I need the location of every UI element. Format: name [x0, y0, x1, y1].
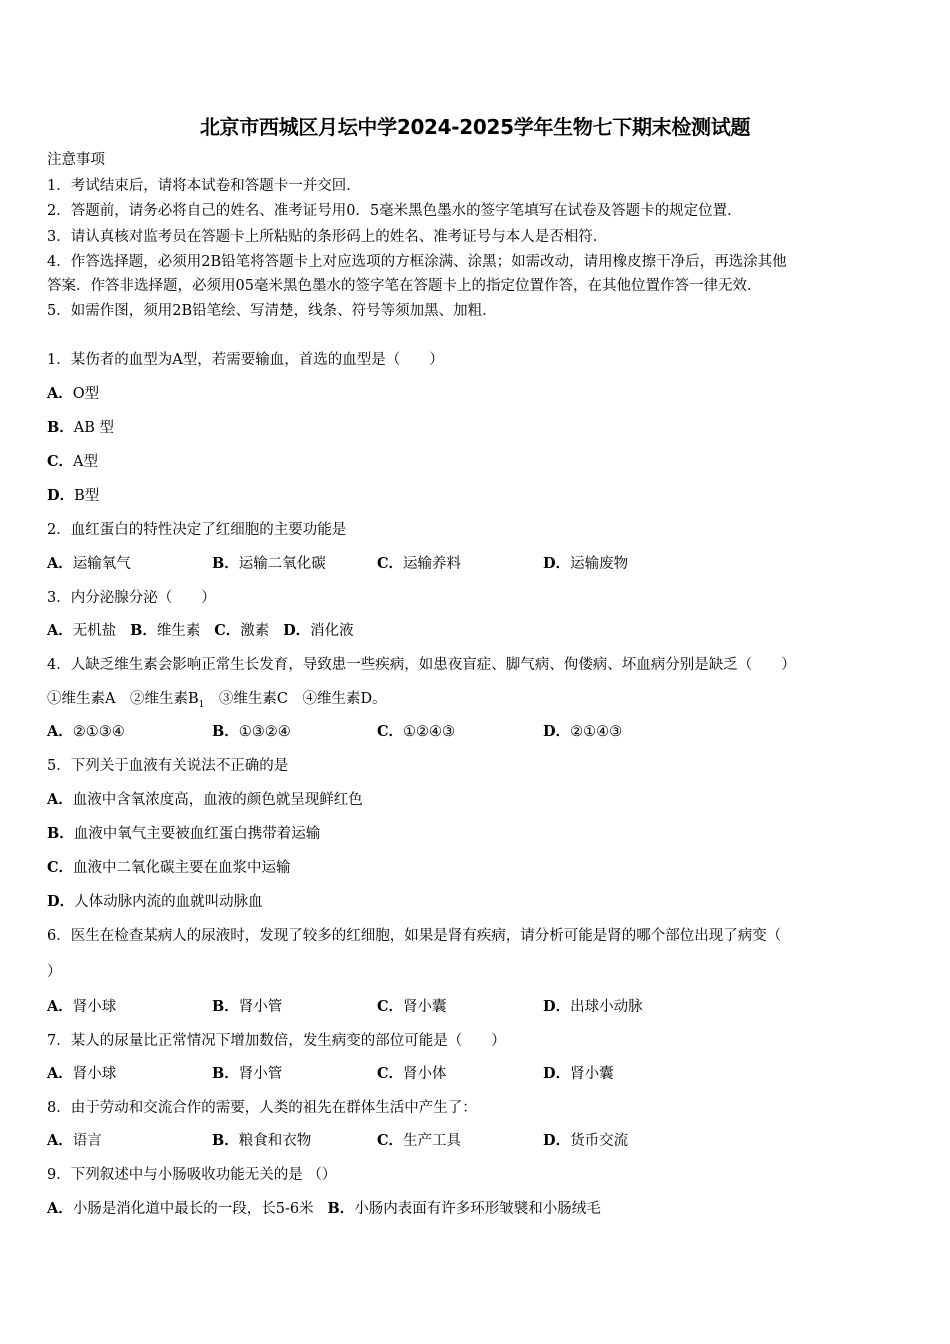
question-6-stem-continued: ）: [47, 964, 62, 980]
q7-option-b: [212, 1064, 282, 1084]
option-text: 血液中二氧化碳主要在血浆中运输: [73, 860, 291, 876]
q7-option-d: [543, 1064, 614, 1084]
question-9-stem: 9．下列叙述中与小肠吸收功能无关的是 （）: [47, 1167, 337, 1183]
option-text: ②①③④: [72, 724, 125, 740]
option-letter: A．: [47, 1132, 73, 1149]
option-text: AB 型: [73, 420, 115, 436]
question-3-stem: 3．内分泌腺分泌（ ）: [47, 590, 216, 606]
option-text: 人体动脉内流的血就叫动脉血: [74, 894, 263, 910]
q8-option-b: [212, 1131, 311, 1151]
option-text: 货币交流: [570, 1133, 629, 1149]
q4-options: [47, 722, 907, 742]
option-text: O型: [72, 386, 100, 402]
question-1-stem: 1．某伤者的血型为A型，若需要输血，首选的血型是（ ）: [47, 352, 444, 368]
option-letter: C．: [377, 1132, 404, 1149]
q5-option-d: [47, 892, 263, 912]
option-text: 肾小球: [72, 999, 117, 1015]
option-letter: D．: [543, 1065, 571, 1082]
q1-option-d: [47, 486, 99, 506]
option-letter: A．: [47, 998, 73, 1015]
q6-option-d: [543, 997, 643, 1017]
option-letter: B．: [212, 723, 239, 740]
q5-option-a: [47, 790, 363, 810]
option-text: 消化液: [310, 623, 354, 639]
q7-options: [47, 1064, 907, 1084]
q6-option-a: [47, 997, 116, 1017]
option-text: 肾小管: [238, 1066, 283, 1082]
note-item: 1．考试结束后，请将本试卷和答题卡一并交回．: [47, 178, 361, 194]
question-4-stem: 4．人缺乏维生素会影响正常生长发育，导致患一些疾病，如患夜盲症、脚气病、佝偻病、坏血病分别是缺乏（ ）: [47, 657, 796, 673]
option-text: 小肠内表面有许多环形皱襞和小肠绒毛: [354, 1201, 601, 1217]
option-text: 肾小球: [72, 1066, 117, 1082]
option-text: 无机盐: [72, 623, 117, 639]
q4-items-part: ③维生素C ④维生素D。: [204, 691, 387, 707]
q8-option-d: [543, 1131, 628, 1151]
q5-option-c: [47, 858, 291, 878]
option-letter: B．: [212, 1065, 239, 1082]
q4-option-a: [47, 722, 125, 742]
note-item: 4．作答选择题，必须用2B铅笔将答题卡上对应选项的方框涂满、涂黑；如需改动，请用橡皮擦干净后，再选涂其他: [47, 254, 787, 270]
option-letter: D．: [47, 893, 75, 910]
option-text: 小肠是消化道中最长的一段，长5-6米: [72, 1201, 314, 1217]
q8-options: [47, 1131, 907, 1151]
option-text: 语言: [72, 1133, 102, 1149]
option-text: ①③②④: [238, 724, 291, 740]
question-5-stem: 5．下列关于血液有关说法不正确的是: [47, 758, 289, 774]
option-letter: A．: [47, 723, 73, 740]
option-letter: D．: [543, 1132, 571, 1149]
exam-title: 北京市西城区月坛中学2024-2025学年生物七下期末检测试题: [199, 115, 751, 139]
option-letter: C．: [377, 723, 404, 740]
option-letter: A．: [47, 555, 73, 572]
option-letter: D．: [283, 622, 311, 639]
q1-option-b: [47, 418, 114, 438]
option-letter: A．: [47, 791, 73, 808]
q9-options: [47, 1199, 601, 1219]
option-letter: B．: [212, 555, 239, 572]
option-text: 肾小囊: [403, 999, 447, 1015]
option-text: 运输氧气: [72, 556, 131, 572]
option-text: 运输废物: [570, 556, 629, 572]
option-letter: C．: [47, 453, 74, 470]
option-letter: D．: [47, 487, 75, 504]
question-2-stem: 2．血红蛋白的特性决定了红细胞的主要功能是: [47, 522, 347, 538]
option-text: 肾小体: [403, 1066, 447, 1082]
question-8-stem: 8．由于劳动和交流合作的需要，人类的祖先在群体生活中产生了：: [47, 1100, 477, 1116]
q2-option-b: [212, 554, 326, 574]
q4-subscript: 1: [198, 699, 205, 710]
q2-option-a: [47, 554, 131, 574]
option-letter: B．: [130, 622, 157, 639]
note-item: 5．如需作图，须用2B铅笔绘、写清楚，线条、符号等须加黑、加粗．: [47, 303, 497, 319]
option-text: B型: [74, 488, 100, 504]
notes-heading: 注意事项: [47, 152, 105, 168]
option-letter: D．: [543, 723, 571, 740]
option-text: 维生素: [156, 623, 201, 639]
q3-options: [47, 621, 354, 641]
option-text: 出球小动脉: [570, 999, 643, 1015]
option-text: 运输养料: [403, 556, 462, 572]
option-text: A型: [73, 454, 99, 470]
option-text: 肾小囊: [570, 1066, 614, 1082]
q6-option-c: [377, 997, 447, 1017]
q6-options: [47, 997, 907, 1017]
q4-option-c: [377, 722, 455, 742]
option-text: 生产工具: [403, 1133, 462, 1149]
option-letter: C．: [377, 555, 404, 572]
option-letter: C．: [377, 998, 404, 1015]
option-text: 血液中氧气主要被血红蛋白携带着运输: [73, 826, 321, 842]
option-letter: C．: [377, 1065, 404, 1082]
note-item: 2．答题前，请务必将自己的姓名、准考证号用0．5毫米黑色墨水的签字笔填写在试卷及答题卡的规定位置．: [47, 203, 742, 219]
option-letter: B．: [327, 1200, 355, 1217]
option-text: 肾小管: [238, 999, 283, 1015]
option-letter: A．: [47, 622, 73, 639]
q4-option-b: [212, 722, 291, 742]
note-item: 3．请认真核对监考员在答题卡上所粘贴的条形码上的姓名、准考证号与本人是否相符．: [47, 229, 608, 245]
option-letter: C．: [214, 622, 241, 639]
q4-option-d: [543, 722, 622, 742]
q2-options: [47, 554, 907, 574]
option-text: 运输二氧化碳: [238, 556, 326, 572]
option-text: ①②④③: [403, 724, 456, 740]
note-item-continued: 答案．作答非选择题，必须用05毫米黑色墨水的签字笔在答题卡上的指定位置作答，在其他位置作答一律无效．: [47, 278, 762, 294]
question-7-stem: 7．某人的尿量比正常情况下增加数倍，发生病变的部位可能是（ ）: [47, 1033, 506, 1049]
q4-items-part: ①维生素A ②维生素B: [47, 691, 199, 707]
q2-option-c: [377, 554, 461, 574]
q1-option-a: [47, 384, 99, 404]
question-4-items: [47, 689, 387, 715]
option-letter: D．: [543, 998, 571, 1015]
option-letter: A．: [47, 1065, 73, 1082]
q8-option-c: [377, 1131, 461, 1151]
question-6-stem: 6．医生在检查某病人的尿液时，发现了较多的红细胞，如果是肾有疾病，请分析可能是肾的哪个部位出现了病变（: [47, 928, 782, 944]
option-letter: B．: [47, 825, 74, 842]
option-letter: B．: [212, 998, 239, 1015]
q6-option-b: [212, 997, 282, 1017]
option-letter: A．: [47, 385, 73, 402]
q2-option-d: [543, 554, 628, 574]
option-text: 血液中含氧浓度高，血液的颜色就呈现鲜红色: [72, 792, 363, 808]
option-letter: B．: [47, 419, 74, 436]
option-letter: B．: [212, 1132, 239, 1149]
q8-option-a: [47, 1131, 102, 1151]
q5-option-b: [47, 824, 320, 844]
q7-option-c: [377, 1064, 447, 1084]
q1-option-c: [47, 452, 98, 472]
option-letter: A．: [47, 1200, 73, 1217]
option-text: 粮食和衣物: [238, 1133, 312, 1149]
option-text: ②①④③: [570, 724, 623, 740]
q7-option-a: [47, 1064, 116, 1084]
option-letter: C．: [47, 859, 74, 876]
option-letter: D．: [543, 555, 571, 572]
option-text: 激素: [240, 623, 270, 639]
